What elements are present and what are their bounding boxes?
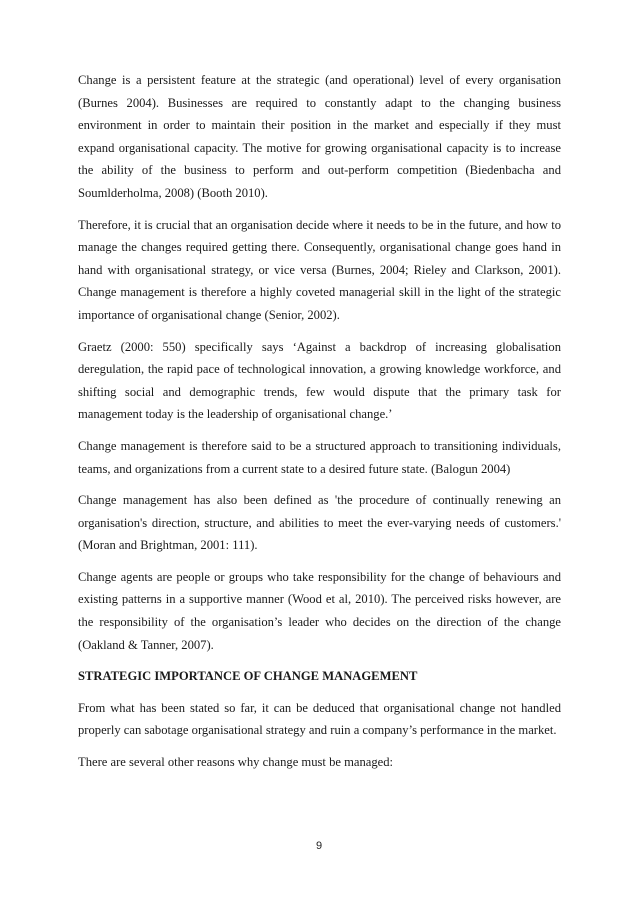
paragraph-deduced: From what has been stated so far, it can be deduced that organisational change not handled properly can sabotage organisational strategy and ruin a company’s performance in the market. xyxy=(78,700,561,738)
page-body xyxy=(78,69,561,774)
paragraph-definition: Change management has also been defined as 'the procedure of continually renewing an organisation's direction, structure, and abilities to meet the ever-varying needs of customers.' (Moran and Brightman, 2001: 111). xyxy=(78,493,561,553)
paragraph-other-reasons: There are several other reasons why change must be managed: xyxy=(78,755,394,770)
paragraph-change-agents: Change agents are people or groups who take responsibility for the change of behaviours and existing patterns in a supportive manner (Wood et al, 2010). The perceived risks however, are the responsibility of the organisation’s leader who decides on the direction of the change (Oakland & Tanner, 2007). xyxy=(78,569,561,652)
paragraph-organisation-future: Therefore, it is crucial that an organisation decide where it needs to be in the future, and how to manage the changes required getting there. Consequently, organisational change goes hand in hand with organisational strategy, or vice versa (Burnes, 2004; Rieley and Clarkson, 2001). Change management is therefore a highly coveted managerial skill in the light of the strategic importance of organisational change (Senior, 2002). xyxy=(78,217,561,322)
section-heading: STRATEGIC IMPORTANCE OF CHANGE MANAGEMENT xyxy=(78,669,418,684)
paragraph-structured-approach: Change management is therefore said to be a structured approach to transitioning individuals, teams, and organizations from a current state to a desired future state. (Balogun 2004) xyxy=(78,438,561,476)
paragraph-change-persistent: Change is a persistent feature at the strategic (and operational) level of every organisation (Burnes 2004). Businesses are required to constantly adapt to the changing business environment in order to maintain their position in the market and especially if they must expand organisational capacity. The motive for growing organisational capacity is to increase the ability of the business to perform and out-perform competition (Biedenbacha and Soumlderholma, 2008) (Booth 2010). xyxy=(78,73,561,200)
paragraph-graetz-quote: Graetz (2000: 550) specifically says ‘Against a backdrop of increasing globalisation deregulation, the rapid pace of technological innovation, a growing knowledge workforce, and shifting social and demographic trends, few would dispute that the primary task for management today is the leadership of organisational change.’ xyxy=(78,339,561,422)
page-number: 9 xyxy=(315,840,323,852)
